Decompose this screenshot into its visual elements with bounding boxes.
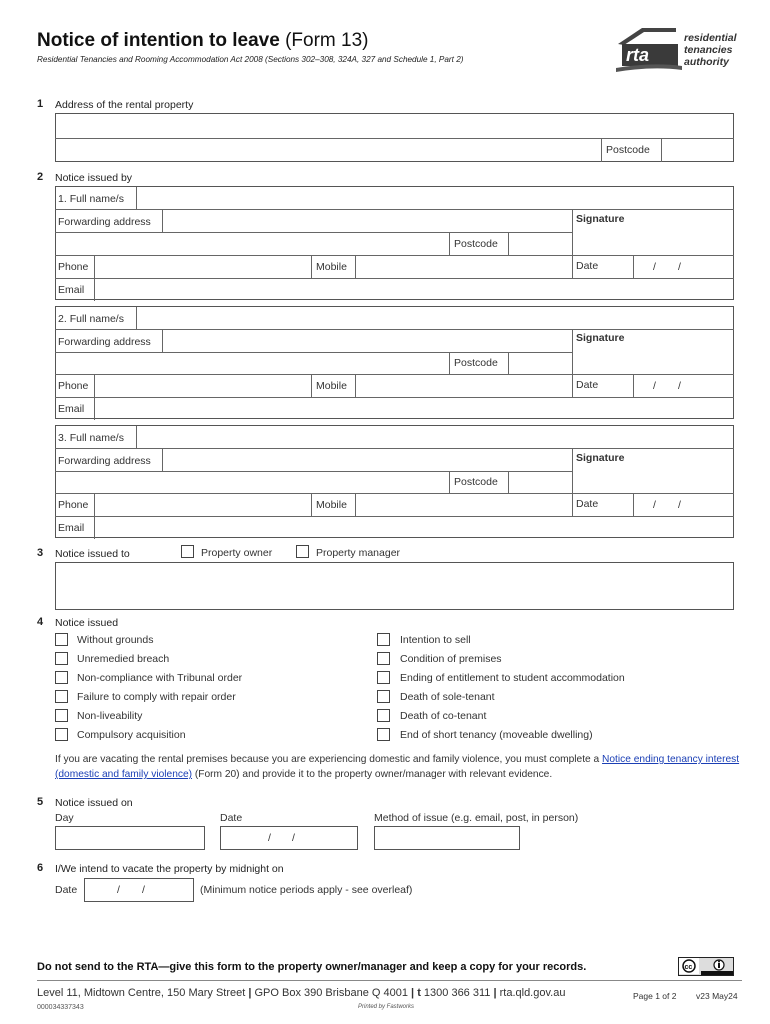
issued-to-input[interactable] — [55, 562, 734, 610]
mobile-input-3[interactable] — [356, 494, 571, 515]
footer-instruction: Do not send to the RTA—give this form to the property owner/manager and keep a copy for your records. — [37, 961, 587, 973]
reason-checkbox[interactable] — [377, 633, 390, 646]
day-label: Day — [55, 812, 74, 824]
phone-input-2[interactable] — [95, 375, 310, 396]
forwarding-address-input-1[interactable] — [163, 210, 571, 231]
vacate-date-label: Date — [55, 884, 78, 896]
reason-checkbox[interactable] — [55, 709, 68, 722]
address-input[interactable] — [56, 114, 733, 137]
date-label: Date — [576, 260, 599, 272]
footer-divider — [37, 980, 742, 981]
logo-mark: rta — [626, 45, 650, 65]
method-label: Method of issue (e.g. email, post, in person) — [374, 812, 579, 824]
date-input-1[interactable] — [634, 256, 733, 277]
reason-label: Unremedied breach — [77, 653, 170, 665]
date-label: Date — [576, 498, 599, 510]
rta-website-link[interactable]: rta.qld.gov.au — [499, 987, 566, 999]
email-label: Email — [58, 403, 85, 415]
reason-checkbox[interactable] — [55, 690, 68, 703]
phone-input-3[interactable] — [95, 494, 310, 515]
issuer-block-3: 3. Full name/s Forwarding address Signature Postcode Phone Mobile Date / / Email — [55, 425, 734, 538]
reason-label: Non-compliance with Tribunal order — [77, 672, 243, 684]
cc-by-icon — [679, 958, 735, 977]
mobile-label: Mobile — [316, 380, 347, 392]
full-name-label: Full name/s — [69, 193, 124, 205]
forwarding-label: Forwarding address — [58, 455, 151, 467]
email-label: Email — [58, 284, 85, 296]
forwarding-address-input-2[interactable] — [163, 330, 571, 351]
dfv-notice: If you are vacating the rental premises because you are experiencing domestic and family violence, you must complete a Notice ending tenancy interest (domestic and family violence) (Form 20) and provide it to the property owner/manager with relevant evidence. — [55, 754, 740, 780]
reason-checkbox[interactable] — [55, 671, 68, 684]
section-title: Notice issued by — [55, 172, 133, 184]
reason-checkbox[interactable] — [377, 709, 390, 722]
form-code: 000034337343 — [37, 1004, 84, 1011]
reason-checkbox[interactable] — [55, 652, 68, 665]
form-20-link[interactable]: Notice ending tenancy interest (domestic and family violence) — [55, 754, 740, 780]
form-title: Notice of intention to leave (Form 13) — [37, 30, 369, 51]
email-input-3[interactable] — [95, 517, 733, 538]
reason-label: Death of co-tenant — [400, 710, 487, 722]
section-number: 5 — [37, 796, 44, 808]
date-label: Date — [576, 379, 599, 391]
reason-checkbox[interactable] — [377, 652, 390, 665]
mobile-input-2[interactable] — [356, 375, 571, 396]
mobile-label: Mobile — [316, 499, 347, 511]
section-title: Notice issued on — [55, 797, 133, 809]
reason-label: Condition of premises — [400, 653, 502, 665]
section-number: 2 — [37, 171, 44, 183]
section-title: Notice issued to — [55, 548, 130, 560]
section-number: 3 — [37, 547, 44, 559]
property-owner-checkbox[interactable] — [181, 545, 194, 558]
phone-input-1[interactable] — [95, 256, 310, 277]
reason-checkbox[interactable] — [55, 728, 68, 741]
signature-field-1[interactable] — [573, 227, 733, 254]
signature-label: Signature — [576, 213, 625, 225]
vacate-date-input[interactable] — [84, 878, 194, 902]
page-number: Page 1 of 2 — [633, 991, 677, 1001]
reason-label: Compulsory acquisition — [77, 729, 186, 741]
reason-label: Intention to sell — [400, 634, 471, 646]
signature-field-2[interactable] — [573, 347, 733, 373]
reason-label: Death of sole-tenant — [400, 691, 495, 703]
email-input-2[interactable] — [95, 398, 733, 419]
reason-label: End of short tenancy (moveable dwelling) — [400, 729, 593, 741]
signature-label: Signature — [576, 332, 625, 344]
section-number: 4 — [37, 616, 44, 628]
section-number: 6 — [37, 862, 44, 874]
reason-checkbox[interactable] — [377, 728, 390, 741]
signature-label: Signature — [576, 452, 625, 464]
postcode-label: Postcode — [606, 144, 650, 156]
postcode-label: Postcode — [454, 238, 498, 250]
full-name-input-2[interactable] — [137, 308, 733, 328]
email-input-1[interactable] — [95, 279, 733, 300]
printed-by: Printed by Fastworks — [358, 1004, 415, 1010]
email-label: Email — [58, 522, 85, 534]
mobile-input-1[interactable] — [356, 256, 571, 277]
section-number: 1 — [37, 98, 44, 110]
property-manager-label: Property manager — [316, 547, 401, 559]
logo-text: residential tenancies authority — [684, 32, 737, 68]
section-title: I/We intend to vacate the property by midnight on — [55, 863, 284, 875]
mobile-label: Mobile — [316, 261, 347, 273]
footer-address: Level 11, Midtown Centre, 150 Mary Street | GPO Box 390 Brisbane Q 4001 | t 1300 366 311 | rta.qld.gov.au — [37, 987, 566, 999]
creative-commons-badge — [678, 957, 734, 976]
day-input[interactable] — [55, 826, 205, 850]
forwarding-address-input-3[interactable] — [163, 449, 571, 470]
reason-label: Ending of entitlement to student accommodation — [400, 672, 625, 684]
phone-label: Phone — [58, 380, 89, 392]
phone-label: Phone — [58, 261, 89, 273]
reason-label: Without grounds — [77, 634, 154, 646]
issuer-block-1: 1. Full name/s Forwarding address Signature Postcode Phone Mobile Date / / Email — [55, 186, 734, 300]
phone-label: Phone — [58, 499, 89, 511]
svg-text:cc: cc — [684, 964, 693, 971]
postcode-label: Postcode — [454, 476, 498, 488]
reason-checkbox[interactable] — [377, 671, 390, 684]
full-name-label: Full name/s — [69, 313, 124, 325]
reason-checkbox[interactable] — [55, 633, 68, 646]
property-manager-checkbox[interactable] — [296, 545, 309, 558]
date-input-2[interactable] — [634, 375, 733, 396]
signature-field-3[interactable] — [573, 466, 733, 492]
reason-label: Failure to comply with repair order — [77, 691, 236, 703]
form-subtitle: Residential Tenancies and Rooming Accommodation Act 2008 (Sections 302–308, 324A, 327 and Schedule 1, Part 2) — [37, 55, 464, 64]
full-name-label: Full name/s — [69, 432, 124, 444]
form-version: v23 May24 — [696, 991, 738, 1001]
reason-label: Non-liveability — [77, 710, 143, 722]
reason-checkbox[interactable] — [377, 690, 390, 703]
method-input[interactable] — [374, 826, 520, 850]
postcode-input[interactable] — [662, 139, 733, 161]
postcode-label: Postcode — [454, 357, 498, 369]
notice-period-note: (Minimum notice periods apply - see overleaf) — [200, 884, 413, 896]
section-title: Address of the rental property — [55, 99, 194, 111]
full-name-input-1[interactable] — [137, 188, 733, 208]
full-name-input-3[interactable] — [137, 427, 733, 447]
forwarding-label: Forwarding address — [58, 336, 151, 348]
date-label: Date — [220, 812, 243, 824]
forwarding-label: Forwarding address — [58, 216, 151, 228]
issuer-block-2: 2. Full name/s Forwarding address Signature Postcode Phone Mobile Date / / Email — [55, 306, 734, 419]
property-owner-label: Property owner — [201, 547, 273, 559]
issued-date-input[interactable] — [220, 826, 358, 850]
date-input-3[interactable] — [634, 494, 733, 515]
section-title: Notice issued — [55, 617, 119, 629]
